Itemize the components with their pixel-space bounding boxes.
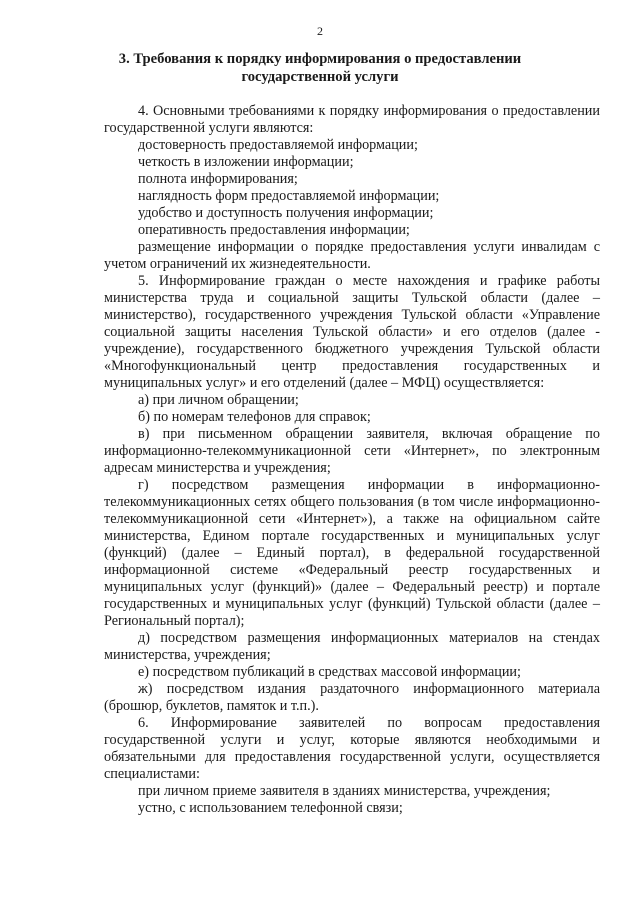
- paragraph: наглядность форм предоставляемой информации;: [138, 188, 440, 204]
- document-body: [104, 103, 600, 817]
- paragraph: размещение информации о порядке предоставления услуги инвалидам с учетом ограничений их жизнедеятельности.: [104, 239, 600, 272]
- paragraph: д) посредством размещения информационных материалов на стендах министерства, учреждения;: [104, 630, 600, 663]
- paragraph: в) при письменном обращении заявителя, включая обращение по информационно-телекоммуникационной сети «Интернет», по электронным адресам министерства и учреждения;: [104, 426, 600, 476]
- paragraph: устно, с использованием телефонной связи;: [138, 800, 403, 816]
- paragraph: г) посредством размещения информации в информационно-телекоммуникационных сетях общего пользования (в том числе информационно-телекоммуникационной сети «Интернет»), а также на официальном сайте министерства, Едином портале государственных и муниципальных услуг (функций) (далее – Единый портал), в федеральной государственной информационной системе «Федеральный реестр государственных и муниципальных услуг (функций)» (далее – Федеральный реестр) и портале государственных и муниципальных услуг (функций) Тульской области (далее – Региональный портал);: [104, 477, 600, 629]
- paragraph: оперативность предоставления информации;: [138, 222, 410, 238]
- page-number: 2: [317, 24, 323, 38]
- paragraph: удобство и доступность получения информации;: [138, 205, 434, 221]
- paragraph: е) посредством публикаций в средствах массовой информации;: [138, 664, 521, 680]
- paragraph: при личном приеме заявителя в зданиях министерства, учреждения;: [138, 783, 551, 799]
- paragraph: четкость в изложении информации;: [138, 154, 354, 170]
- paragraph: полнота информирования;: [138, 171, 298, 187]
- paragraph: а) при личном обращении;: [138, 392, 299, 408]
- section-heading: 3. Требования к порядку информирования о предоставлении государственной услуги: [118, 51, 522, 85]
- paragraph: 4. Основными требованиями к порядку информирования о предоставлении государственной услуги являются:: [104, 103, 600, 136]
- paragraph: ж) посредством издания раздаточного информационного материала (брошюр, буклетов, памяток и т.п.).: [104, 681, 600, 714]
- paragraph: достоверность предоставляемой информации;: [138, 137, 418, 153]
- paragraph: 6. Информирование заявителей по вопросам предоставления государственной услуги и услуг, которые являются необходимыми и обязательными для предоставления государственной услуги, осуществляется специалистами:: [104, 715, 600, 782]
- paragraph: б) по номерам телефонов для справок;: [138, 409, 371, 425]
- paragraph: 5. Информирование граждан о месте нахождения и графике работы министерства труда и социальной защиты Тульской области (далее – министерство), государственного учреждения Тульской области «Управление социальной защиты населения Тульской области» и его отделов (далее - учреждение), государственного бюджетного учреждения Тульской области «Многофункциональный центр предоставления государственных и муниципальных услуг» и его отделений (далее – МФЦ) осуществляется:: [104, 273, 600, 391]
